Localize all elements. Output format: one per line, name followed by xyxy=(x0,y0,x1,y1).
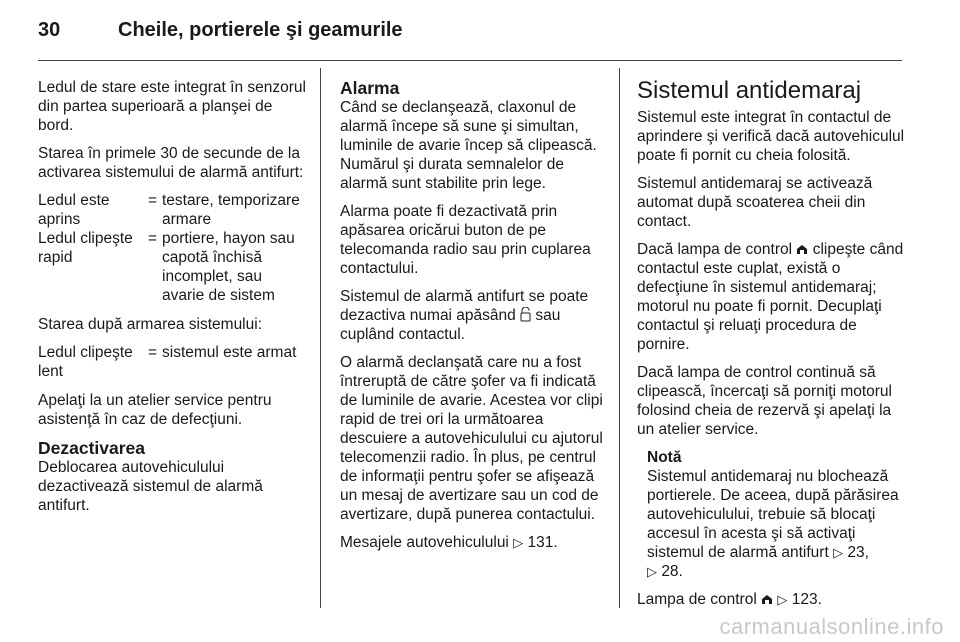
paragraph: Starea în primele 30 de secunde de la activarea sistemului de alarmă antifurt: xyxy=(38,145,304,181)
definition-row xyxy=(38,229,308,305)
paragraph: Sistemul este integrat în contactul de aprindere şi verifică dacă autovehiculul poate fi pornit cu cheia folosită. xyxy=(637,109,905,164)
paragraph xyxy=(340,533,608,552)
paragraph: Dacă lampa de control continuă să clipească, încercaţi să porniţi motorul folosind cheia de rezervă şi apelaţi la un atelier service. xyxy=(637,364,893,438)
definition-desc: testare, temporizare armare xyxy=(162,192,300,228)
page-reference[interactable]: 28. xyxy=(661,563,683,580)
column-divider-1 xyxy=(320,68,321,608)
definition-equals: = xyxy=(148,192,158,209)
immobiliser-lamp-icon xyxy=(761,594,773,605)
paragraph: O alarmă declanşată care nu a fost întreruptă de către şofer va fi indicată de luminile de avarie. Acestea vor clipi rapid de trei ori la următoarea descuiere a autovehiculului cu ajutorul telecomenzii radio. În plus, pe centrul de informaţii pentru şofer se afişează un mesaj de avertizare sau un cod de avertizare, după punerea contactului. xyxy=(340,354,603,523)
definition-equals: = xyxy=(148,230,158,247)
page-reference[interactable]: 23, xyxy=(847,544,869,561)
paragraph: Când se declanşează, claxonul de alarmă începe să sune şi simultan, luminile de avarie încep să clipească. Numărul şi durata semnalelor de alarmă sunt stabilite prin lege. xyxy=(340,99,597,192)
paragraph xyxy=(637,590,905,609)
paragraph xyxy=(340,287,608,344)
definition-desc: sistemul este armat xyxy=(162,344,297,361)
page-number: 30 xyxy=(38,19,61,41)
page-reference-arrow-icon: ▷ xyxy=(513,535,524,550)
paragraph: Starea după armarea sistemului: xyxy=(38,316,263,333)
definition-term: Ledul clipeşte rapid xyxy=(38,230,133,266)
column-divider-2 xyxy=(619,68,620,608)
section-heading-alarm: Alarma xyxy=(340,78,400,98)
text-span: clipeşte când contactul este cuplat, există o defecţiune în sistemul antidemaraj; motorul nu poate fi pornit. Decuplaţi contactul şi reluaţi procedura de pornire. xyxy=(637,241,904,353)
definition-row xyxy=(38,343,308,381)
definition-term: Ledul este aprins xyxy=(38,192,110,228)
page-reference[interactable]: 123. xyxy=(791,591,822,608)
definition-term: Ledul clipeşte lent xyxy=(38,344,133,380)
column-1 xyxy=(38,78,308,524)
paragraph: Ledul de stare este integrat în senzorul din partea superioară a planşei de bord. xyxy=(38,79,306,134)
paragraph: Alarma poate fi dezactivată prin apăsarea oricărui buton de pe telecomanda radio sau prin cuplarea contactului. xyxy=(340,203,591,277)
page-reference[interactable]: 131. xyxy=(527,534,558,551)
note-box xyxy=(647,448,905,581)
paragraph: Deblocarea autovehiculului dezactivează sistemul de alarmă antifurt. xyxy=(38,459,263,514)
text-span: sau cuplând contactul. xyxy=(340,307,561,343)
header-rule xyxy=(38,60,902,61)
text-span: Lampa de control xyxy=(637,591,757,608)
section-heading-immobiliser: Sistemul antidemaraj xyxy=(637,77,862,104)
text-span: Sistemul de alarmă antifurt se poate dezactiva numai apăsând xyxy=(340,288,589,324)
page-reference-arrow-icon: ▷ xyxy=(833,545,844,560)
definition-row xyxy=(38,191,308,229)
paragraph xyxy=(637,240,905,354)
page-title: Cheile, portierele şi geamurile xyxy=(118,19,403,41)
immobiliser-lamp-icon xyxy=(796,244,808,255)
section-heading-deactivation: Dezactivarea xyxy=(38,438,146,458)
page-reference-arrow-icon: ▷ xyxy=(777,592,788,607)
column-3 xyxy=(637,78,905,618)
paragraph: Apelaţi la un atelier service pentru asistenţă în caz de defecţiuni. xyxy=(38,392,272,428)
page-reference-arrow-icon: ▷ xyxy=(647,564,657,579)
paragraph: Sistemul antidemaraj se activează automat după scoaterea cheii din contact. xyxy=(637,175,873,230)
note-title: Notă xyxy=(647,449,682,466)
unlock-key-icon xyxy=(520,307,531,322)
note-text: Sistemul antidemaraj nu blochează portierele. De aceea, după părăsirea autovehiculului, trebuie să blocaţi accesul în acesta şi să activaţi sistemul de alarmă antifurt xyxy=(647,468,899,561)
page-header xyxy=(0,0,960,56)
watermark: carmanualsonline.info xyxy=(719,614,944,639)
definition-desc: portiere, hayon sau capotă închisă incomplet, sau avarie de sistem xyxy=(162,230,295,304)
text-span: Dacă lampa de control xyxy=(637,241,793,258)
definition-equals: = xyxy=(148,344,158,361)
column-2 xyxy=(340,78,608,561)
text-span: Mesajele autovehiculului xyxy=(340,534,509,551)
